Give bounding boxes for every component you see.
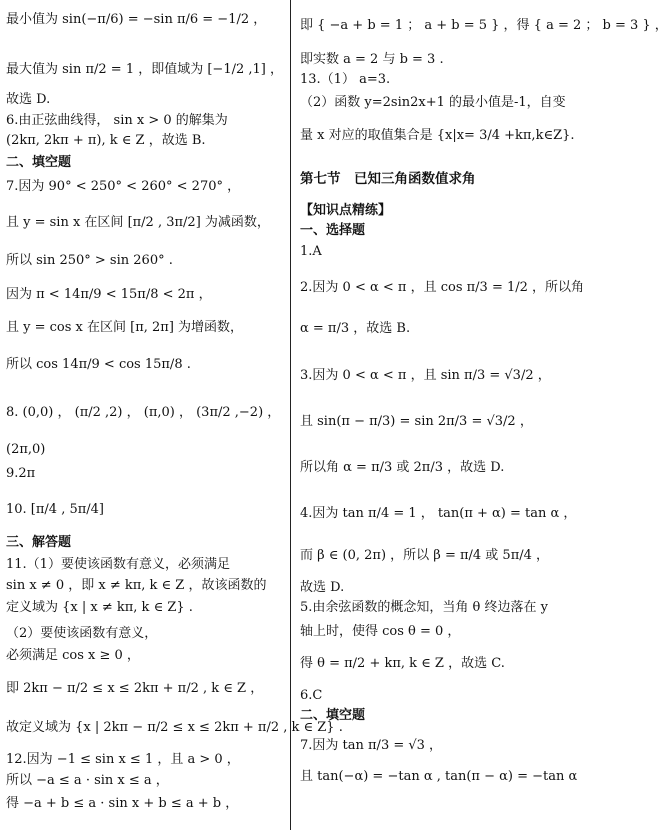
left-column-line: 因为 π < 14π/9 < 15π/8 < 2π ， [6, 287, 212, 302]
column-divider [290, 0, 291, 830]
left-column-line: 三、解答题 [6, 535, 72, 550]
left-column-line: 最大值为 sin π/2 = 1 ，即值域为 [−1/2 ,1] ， [6, 62, 283, 77]
left-column-line: 定义域为 {x | x ≠ kπ, k ∈ Z} . [6, 600, 193, 615]
left-column-line: 且 y = sin x 在区间 [π/2 , 3π/2] 为减函数， [6, 215, 270, 230]
right-column-line: 而 β ∈ (0, 2π) ，所以 β = π/4 或 5π/4 ， [300, 548, 550, 563]
left-column-line: 12.因为 −1 ≤ sin x ≤ 1 ，且 a > 0 ， [6, 752, 240, 767]
right-column-line: 5.由余弦函数的概念知，当角 θ 终边落在 y [300, 600, 548, 615]
left-column-line: 6.由正弦曲线得， sin x > 0 的解集为 [6, 113, 228, 128]
right-column-line: 且 tan(−α) = −tan α , tan(π − α) = −tan α [300, 769, 578, 784]
right-column-line: 二、填空题 [300, 708, 366, 723]
right-column-line: 4.因为 tan π/4 = 1 ， tan(π + α) = tan α ， [300, 506, 577, 521]
right-column-line: 即 { −a + b = 1 ； a + b = 5 } ，得 { a = 2 ； b = 3 } ， [300, 18, 668, 33]
left-column-line: 得 −a + b ≤ a · sin x + b ≤ a + b ， [6, 796, 239, 811]
right-column-line: 故选 D. [300, 580, 345, 595]
right-column-line: 量 x 对应的取值集合是 {x|x= 3/4 +kπ,k∈Z}. [300, 128, 575, 143]
right-column-line: 一、选择题 [300, 223, 366, 238]
left-column-line: 7.因为 90° < 250° < 260° < 270° ， [6, 179, 241, 194]
left-column-line: 8. (0,0) ， (π/2 ,2) ， (π,0) ， (3π/2 ,−2) ， [6, 405, 281, 420]
left-column-line: 故定义域为 {x | 2kπ − π/2 ≤ x ≤ 2kπ + π/2 , k ∈ Z} . [6, 720, 343, 735]
right-column-line: （2）函数 y=2sin2x+1 的最小值是-1，自变 [300, 95, 566, 110]
right-column-line: 1.A [300, 244, 322, 259]
left-column-line: 二、填空题 [6, 155, 72, 170]
left-column-line: 最小值为 sin(−π/6) = −sin π/6 = −1/2 ， [6, 12, 267, 27]
left-column-line: (2π,0) [6, 442, 46, 457]
right-column-line: 13.（1） a=3. [300, 72, 391, 87]
left-column-line: (2kπ, 2kπ + π), k ∈ Z ，故选 B. [6, 133, 206, 148]
left-column-line: 故选 D. [6, 92, 51, 107]
left-column-line: 即 2kπ − π/2 ≤ x ≤ 2kπ + π/2 , k ∈ Z ， [6, 681, 264, 696]
right-column [300, 0, 668, 830]
right-column-line: 3.因为 0 < α < π ，且 sin π/3 = √3/2 ， [300, 368, 551, 383]
right-column-line: 6.C [300, 688, 323, 703]
right-column-line: 第七节 已知三角函数值求角 [300, 171, 476, 187]
left-column-line: 所以 cos 14π/9 < cos 15π/8 . [6, 357, 191, 372]
left-column-line: 必须满足 cos x ≥ 0 ， [6, 648, 140, 663]
right-column-line: α = π/3 ，故选 B. [300, 321, 411, 336]
right-column-line: 轴上时，使得 cos θ = 0 ， [300, 624, 461, 639]
right-column-line: 7.因为 tan π/3 = √3 ， [300, 738, 443, 753]
left-column-line: 所以 −a ≤ a · sin x ≤ a ， [6, 773, 169, 788]
left-column-line: 且 y = cos x 在区间 [π, 2π] 为增函数， [6, 320, 244, 335]
right-column-line: 所以角 α = π/3 或 2π/3 ，故选 D. [300, 460, 505, 475]
left-column-line: 9.2π [6, 466, 36, 481]
left-column-line: （2）要使该函数有意义， [6, 626, 158, 641]
right-column-line: 【知识点精练】 [300, 203, 392, 218]
left-column-line: sin x ≠ 0 ，即 x ≠ kπ, k ∈ Z ，故该函数的 [6, 578, 267, 593]
right-column-line: 得 θ = π/2 + kπ, k ∈ Z ，故选 C. [300, 656, 505, 671]
right-column-line: 且 sin(π − π/3) = sin 2π/3 = √3/2 ， [300, 414, 533, 429]
left-column-line: 10. [π/4 , 5π/4] [6, 502, 105, 517]
left-column-line: 所以 sin 250° > sin 260° . [6, 253, 173, 268]
right-column-line: 即实数 a = 2 与 b = 3 . [300, 52, 444, 67]
right-column-line: 2.因为 0 < α < π ，且 cos π/3 = 1/2 ，所以角 [300, 280, 585, 295]
left-column-line: 11.（1）要使该函数有意义，必须满足 [6, 557, 230, 572]
